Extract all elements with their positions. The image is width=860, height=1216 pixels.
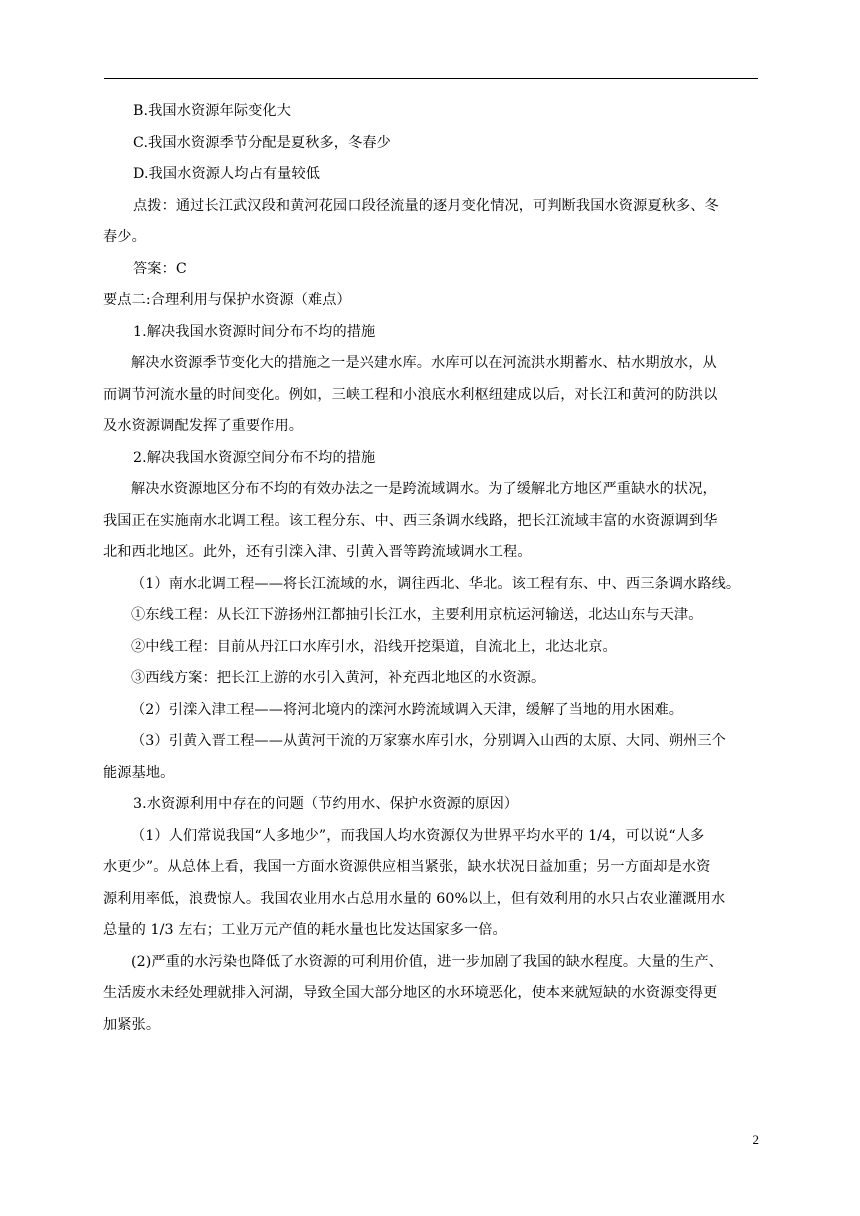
text-line: （3）引黄入晋工程——从黄河干流的万家寨水库引水，分别调入山西的太原、大同、朔州三个 [131,733,726,749]
text-line: 春少。 [103,229,146,245]
text-line: ③西线方案：把长江上游的水引入黄河，补充西北地区的水资源。 [131,670,546,686]
text-line: 要点二:合理利用与保护水资源（难点） [103,292,351,308]
text-line: 我国正在实施南水北调工程。该工程分东、中、西三条调水线路，把长江流域丰富的水资源调到华 [103,512,718,529]
text-line: ②中线工程：目前从丹江口水库引水，沿线开挖渠道，自流北上，北达北京。 [131,638,617,655]
text-line: （2）引滦入津工程——将河北境内的滦河水跨流域调入天津，缓解了当地的用水困难。 [131,701,684,718]
text-line: C.我国水资源季节分配是夏秋多，冬春少 [133,134,391,151]
text-line: 生活废水未经处理就排入河湖，导致全国大部分地区的水环境恶化，使本来就短缺的水资源变得更 [103,985,718,1001]
text-line: 而调节河流水量的时间变化。例如，三峡工程和小浪底水利枢纽建成以后，对长江和黄河的防洪以 [103,386,718,403]
header-rule [104,78,758,79]
text-line: 加紧张。 [103,1016,161,1033]
text-line: 1.解决我国水资源时间分布不均的措施 [133,323,376,340]
text-line: 解决水资源季节变化大的措施之一是兴建水库。水库可以在河流洪水期蓄水、枯水期放水，从 [131,355,717,371]
document-body [103,96,758,1041]
text-line: 总量的 1/3 左右；工业万元产值的耗水量也比发达国家多一倍。 [103,922,507,938]
text-line: 源利用率低，浪费惊人。我国农业用水占总用水量的 60%以上，但有效利用的水只占农业灌溉用水 [103,890,726,907]
text-line: 及水资源调配发挥了重要作用。 [103,418,304,434]
text-line: 答案：C [133,260,187,277]
text-line: 点拨：通过长江武汉段和黄河花园口段径流量的逐月变化情况，可判断我国水资源夏秋多、冬 [133,197,719,214]
page-number: 2 [752,1132,759,1147]
text-line: (2)严重的水污染也降低了水资源的可利用价值，进一步加剧了我国的缺水程度。大量的生产、 [131,953,723,970]
text-line: 3.水资源利用中存在的问题（节约用水、保护水资源的原因） [133,796,519,812]
text-line: ①东线工程：从长江下游扬州江都抽引长江水，主要利用京杭运河输送，北达山东与天津。 [131,607,703,623]
text-line: （1）南水北调工程——将长江流域的水，调往西北、华北。该工程有东、中、西三条调水路线。 [131,575,741,592]
text-line: （1）人们常说我国“人多地少”，而我国人均水资源仅为世界平均水平的 1/4，可以说“人多 [131,827,705,844]
text-line: D.我国水资源人均占有量较低 [133,166,321,182]
text-line: 水更少”。从总体上看，我国一方面水资源供应相当紧张，缺水状况日益加重；另一方面却是水资 [103,859,711,875]
text-line: 北和西北地区。此外，还有引滦入津、引黄入晋等跨流域调水工程。 [103,544,532,560]
text-line: 解决水资源地区分布不均的有效办法之一是跨流域调水。为了缓解北方地区严重缺水的状况， [131,481,717,497]
text-line: B.我国水资源年际变化大 [133,103,292,119]
text-line: 能源基地。 [103,764,175,781]
text-line: 2.解决我国水资源空间分布不均的措施 [133,449,376,466]
